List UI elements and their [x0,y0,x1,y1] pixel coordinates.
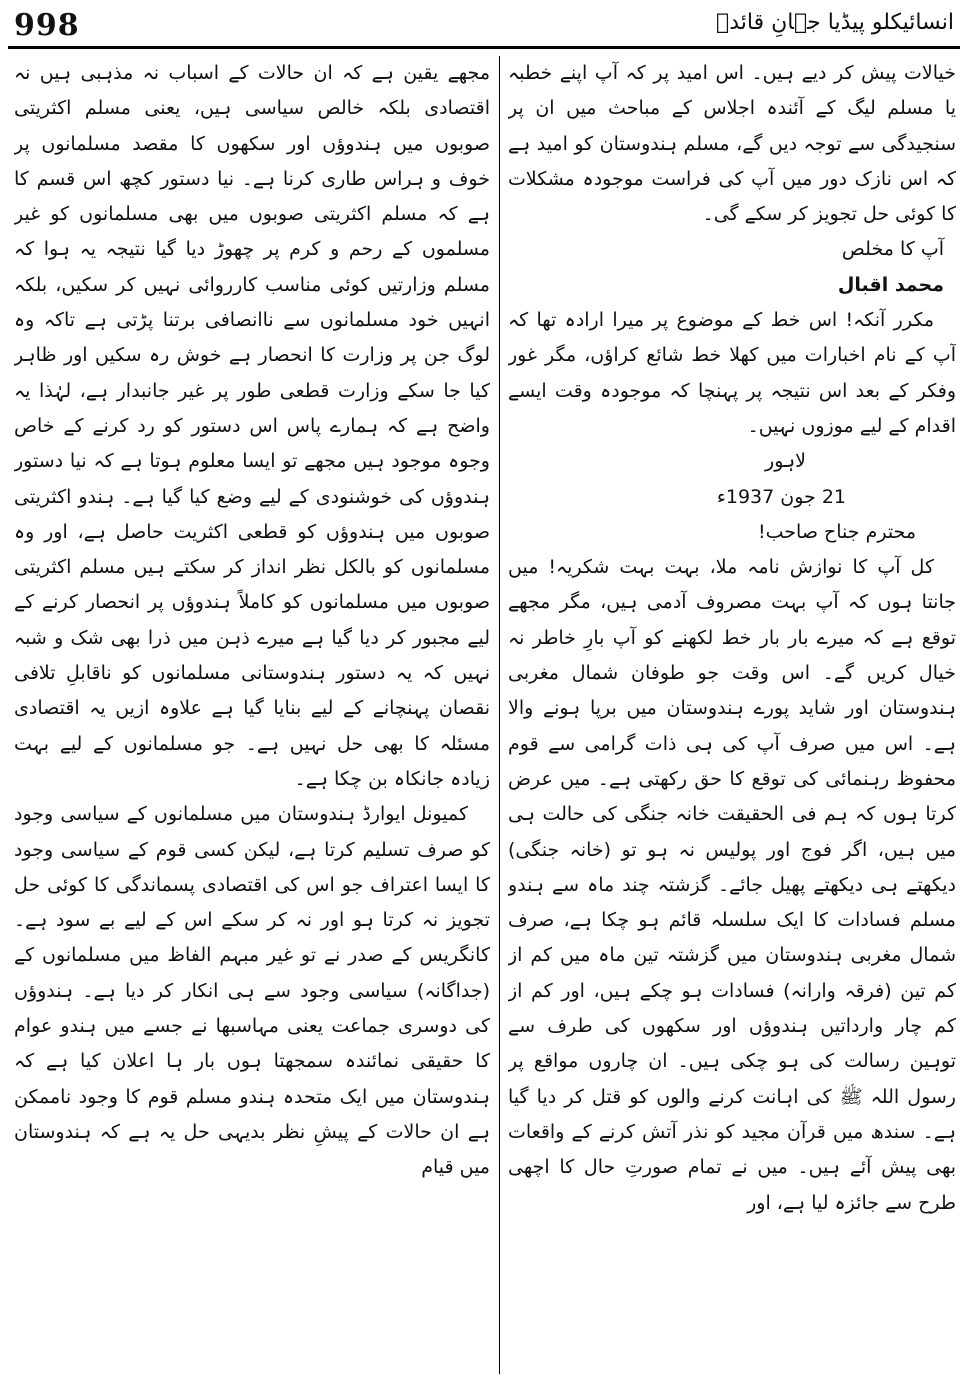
letter-salutation: محترم جناح صاحب! [758,520,916,543]
letter-body-paragraph: کمیونل ایوارڈ ہندوستان میں مسلمانوں کے سیاسی وجود کو صرف تسلیم کرتا ہے، لیکن کسی قوم کے سیاسی وجود کا ایسا اعتراف جو اس کی اقتصادی پسماندگی کا کوئی حل تجویز نہ کرتا ہو اور نہ کر سکے اس کے لیے بے سود ہے۔ کانگریس کے صدر نے تو غیر مبہم الفاظ میں مسلمانوں کے (جداگانہ) سیاسی وجود سے ہی انکار کر دیا ہے۔ ہندوؤں کی دوسری جماعت یعنی مہاسبھا نے جسے میں ہندو عوام کا حقیقی نمائندہ سمجھتا ہوں بار ہا اعلان کیا ہے کہ ہندوستان میں ایک متحدہ ہندو مسلم قوم کا وجود ناممکن ہے ان حالات کے پیشِ نظر بدیہی حل یہ ہے کہ ہندوستان میں قیام [14,803,490,1179]
left-column [14,56,490,1376]
header-divider [8,46,960,49]
letter-closing: آپ کا مخلص [841,238,944,261]
page-number: 998 [14,8,80,43]
letter-continuation-paragraph: خیالات پیش کر دیے ہیں۔ اس امید پر کہ آپ اپنے خطبہ یا مسلم لیگ کے آئندہ اجلاس کے مباحث میں ان پر سنجیدگی سے توجہ دیں گے، مسلم ہندوستان کو امید ہے کہ اس نازک دور میں آپ کی فراست موجودہ مشکلات کا کوئی حل تجویز کر سکے گی۔ [508,62,956,226]
letter-body-paragraph: مجھے یقین ہے کہ ان حالات کے اسباب نہ مذہبی ہیں نہ اقتصادی بلکہ خالص سیاسی ہیں، یعنی مسلم اکثریتی صوبوں میں ہندوؤں اور سکھوں کا مقصد مسلمانوں پر خوف و ہراس طاری کرنا ہے۔ نیا دستور کچھ اس قسم کا ہے کہ مسلم اکثریتی صوبوں میں بھی مسلمانوں کو غیر مسلموں کے رحم و کرم پر چھوڑ دیا گیا نتیجہ یہ ہوا کہ مسلم وزارتیں کوئی مناسب کارروائی نہیں کر سکیں، بلکہ انہیں خود مسلمانوں سے ناانصافی برتنا پڑتی ہے تاکہ وہ لوگ جن پر وزارت کا انحصار ہے خوش رہ سکیں اور ظاہر کیا جا سکے وزارت قطعی طور پر غیر جانبدار ہے، لہٰذا یہ واضح ہے کہ ہمارے پاس اس دستور کو رد کرنے کے خاص وجوہ موجود ہیں مجھے تو ایسا معلوم ہوتا ہے کہ نیا دستور ہندوؤں کی خوشنودی کے لیے وضع کیا گیا ہے۔ ہندو اکثریتی صوبوں میں ہندوؤں کو قطعی اکثریت حاصل ہے، اور وہ مسلمانوں کو بالکل نظر انداز کر سکتے ہیں مسلم اکثریتی صوبوں میں مسلمانوں کو کاملاً ہندوؤں پر انحصار کرنے کے لیے مجبور کر دیا گیا ہے میرے ذہن میں ذرا بھی شک و شبہ نہیں کہ یہ دستور ہندوستانی مسلمانوں کو ناقابلِ تلافی نقصان پہنچانے کے لیے بنایا گیا ہے علاوہ ازیں یہ اقتصادی مسئلہ کا بھی حل نہیں ہے۔ جو مسلمانوں کے لیے بہت زیادہ جانکاہ بن چکا ہے۔ [14,62,490,790]
book-title: انسائیکلو پیڈیا جہانِ قائدؒ [716,10,954,35]
right-column [508,56,956,1376]
column-divider [499,56,500,1374]
letter-signature: محمد اقبال [837,273,944,296]
letter-date: 21 جون 1937ء [716,485,846,508]
letter-place: لاہور [765,450,806,473]
page-header [8,4,960,44]
letter-body-paragraph: کل آپ کا نوازش نامہ ملا، بہت بہت شکریہ! میں جانتا ہوں کہ آپ بہت مصروف آدمی ہیں، مگر مجھے توقع ہے کہ میرے بار بار خط لکھنے کو آپ بارِ خاطر نہ خیال کریں گے۔ اس وقت جو طوفان شمال مغربی ہندوستان اور شاید پورے ہندوستان میں برپا ہونے والا ہے۔ اس میں صرف آپ کی ہی ذات گرامی سے قوم محفوظ رہنمائی کی توقع کا حق رکھتی ہے۔ میں عرض کرتا ہوں کہ ہم فی الحقیقت خانہ جنگی کی حالت ہی میں ہیں، اگر فوج اور پولیس نہ ہو تو (خانہ جنگی) دیکھتے ہی دیکھتے پھیل جائے۔ گزشتہ چند ماہ سے ہندو مسلم فسادات کا ایک سلسلہ قائم ہو چکا ہے، صرف شمال مغربی ہندوستان میں گزشتہ تین ماہ میں کم از کم تین (فرقہ وارانہ) فسادات ہو چکے ہیں، اور کم از کم چار وارداتیں ہندوؤں اور سکھوں کی طرف سے توہین رسالت کی ہو چکی ہیں۔ ان چاروں مواقع پر رسول اللہ ﷺ کی اہانت کرنے والوں کو قتل کر دیا گیا ہے۔ سندھ میں قرآن مجید کو نذر آتش کرنے کے واقعات بھی پیش آئے ہیں۔ میں نے تمام صورتِ حال کا اچھی طرح سے جائزہ لیا ہے، اور [508,556,956,1214]
postscript-paragraph: مکرر آنکہ! اس خط کے موضوع پر میرا ارادہ تھا کہ آپ کے نام اخبارات میں کھلا خط شائع کراؤں، مگر غور وفکر کے بعد اس نتیجہ پر پہنچا کہ موجودہ وقت ایسے اقدام کے لیے موزوں نہیں۔ [508,309,956,437]
